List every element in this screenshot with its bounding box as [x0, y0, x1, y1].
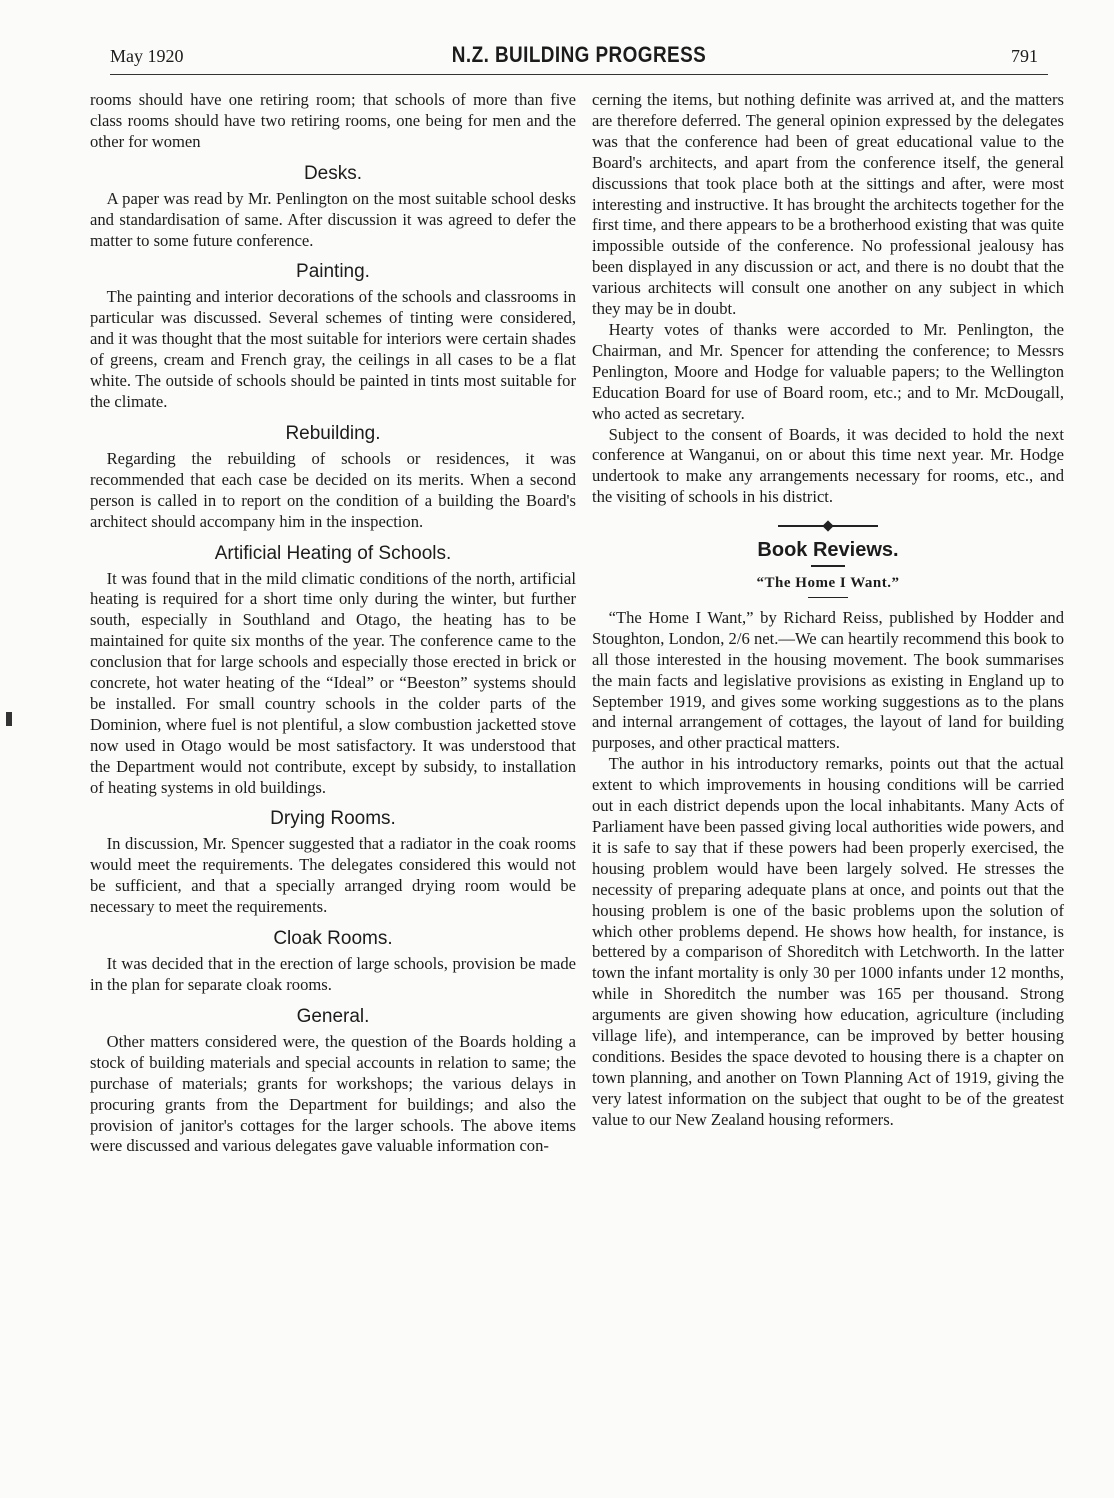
- page-number: 791: [1011, 46, 1038, 66]
- section-heading-rebuilding: Rebuilding.: [285, 422, 381, 444]
- section-text-painting: The painting and interior decorations of the schools and classrooms in particular was discussed. Several schemes of tinting were considered, and it was thought that the most suitable for interiors were certain shades of greens, cream and French gray, the ceilings in all cases to be a flat white. The outside of schools should be painted in tints most suitable for the climate.: [90, 287, 576, 411]
- section-text-artificial-heating: It was found that in the mild climatic conditions of the north, artificial heating is required for a short time only during the winter, but further south, especially in Southland and Otago, the heating has to be maintained for quite six months of the year. The conference came to the conclusion that for large schools and especially those erected in brick or concrete, hot water heating of the “Ideal” or “Beeston” systems should be installed. For small country schools in the colder parts of the Dominion, where fuel is not plentiful, a slow combustion jacketted stove now used in Otago would be most satisfactory. It was understood that the Department would not contribute, except by subsidy, to installation of heating systems in old buildings.: [90, 568, 576, 797]
- divider-diamond-icon: [822, 521, 833, 532]
- intro-paragraph: rooms should have one retiring room; that schools of more than five class rooms should have two retiring rooms, one being for men and the other for women: [90, 90, 576, 151]
- thanks-paragraph: Hearty votes of thanks were accorded to Mr. Penlington, the Chairman, and Mr. Spencer for attending the conference; to Messrs Penlington, Moore and Hodge for valuable papers; to the Wellington Education Board for use of Board room, etc.; and to Mr. McDougall, who acted as secretary.: [592, 319, 1064, 423]
- section-heading-cloak-rooms: Cloak Rooms.: [273, 928, 393, 950]
- section-text-rebuilding: Regarding the rebuilding of schools or residences, it was recommended that each case be decided on its merits. When a second person is called in to report on the condition of a building the Board's architect should accompany him in the inspection.: [90, 448, 576, 531]
- book-title-subheading: “The Home I Want.”: [756, 575, 900, 592]
- margin-mark: [6, 712, 12, 726]
- section-text-drying-rooms: In discussion, Mr. Spencer suggested that a radiator in the coak rooms would meet the requirements. The delegates considered this would not be sufficient, and that a specially arranged drying room would be necessary to meet the requirements.: [90, 834, 576, 917]
- section-heading-painting: Painting.: [296, 261, 370, 283]
- section-text-cloak-rooms: It was decided that in the erection of large schools, provision be made in the plan for separate cloak rooms.: [90, 954, 576, 994]
- section-divider: [592, 520, 1064, 530]
- section-heading-desks: Desks.: [303, 162, 363, 184]
- review-paragraph-1: “The Home I Want,” by Richard Reiss, published by Hodder and Stoughton, London, 2/6 net.—We can heartily recommend this book to all those interested in the housing movement. The book summarises the main facts and legislative provisions as existing in England up to September 1919, and gives some working suggestions as to the plans and internal arrangement of cottages, the layout of land for building purposes, and other practical matters.: [592, 607, 1064, 753]
- next-conference-paragraph: Subject to the consent of Boards, it was decided to hold the next conference at Wanganui, on or about this time next year. Mr. Hodge undertook to make any arrangements necessary for rooms, etc., and the visiting of schools in his district.: [592, 424, 1064, 507]
- section-text-general: Other matters considered were, the question of the Boards holding a stock of building materials and special accounts in relation to same; the purchase of materials; grants for workshops; the various delays in procuring grants from the Department for buildings; and also the provision of janitor's cottages for the larger schools. The above items were discussed and various delegates gave valuable information con-: [90, 1031, 576, 1156]
- section-heading-drying-rooms: Drying Rooms.: [270, 808, 396, 830]
- section-text-desks: A paper was read by Mr. Penlington on the most suitable school desks and standardisation of same. After discussion it was agreed to defer the matter to some future conference.: [90, 188, 576, 250]
- right-column: [592, 90, 1064, 1131]
- section-heading-general: General.: [296, 1005, 370, 1027]
- book-reviews-heading: Book Reviews.: [757, 539, 899, 562]
- issue-date: May 1920: [110, 46, 184, 66]
- page-header: [110, 42, 1048, 75]
- left-column: [90, 90, 576, 1157]
- review-paragraph-2: The author in his introductory remarks, points out that the actual extent to which improvements in housing conditions will be carried out in each district depends upon the local inhabitants. Many Acts of Parliament have been passed giving local authorities wide powers, and it is safe to say that if these powers had been properly exercised, the housing problem would have been largely solved. He stresses the necessity of preparing adequate plans at once, and points out that the housing problem is one of the basic problems upon the solution of which other problems depend. He shows how health, for instance, is bettered by a comparison of Shoreditch with Letchworth. In the latter town the infant mortality is only 30 per 1000 infants under 12 months, while in Shoreditch the number was 165 per thousand. Strong arguments are given showing how education, agriculture (including village life), and intemperance, can be improved by better housing conditions. Besides the space devoted to housing there is a chapter on town planning, and another on Town Planning Act of 1919, giving the very latest information on the subject that ought to be of the greatest value to our New Zealand housing reformers.: [592, 754, 1064, 1129]
- section-heading-artificial-heating: Artificial Heating of Schools.: [214, 542, 452, 564]
- heading-rule: [811, 565, 845, 567]
- continuation-paragraph: cerning the items, but nothing definite was arrived at, and the matters are therefore deferred. The general opinion expressed by the delegates was that the conference had been of great educational value to the Board's architects, and apart from the conference itself, the general discussions that took place both at the sittings and after, were most interesting and instructive. It has brought the architects together for the first time, and there appears to be a brotherhood existing that was quite impossible outside of the conference. No professional jealousy has been displayed in any discussion or act, and there is no doubt that the various architects will consult one another on any subject in which they may be in doubt.: [592, 90, 1064, 319]
- publication-title: N.Z. BUILDING PROGRESS: [451, 42, 707, 67]
- subheading-rule: [808, 597, 848, 598]
